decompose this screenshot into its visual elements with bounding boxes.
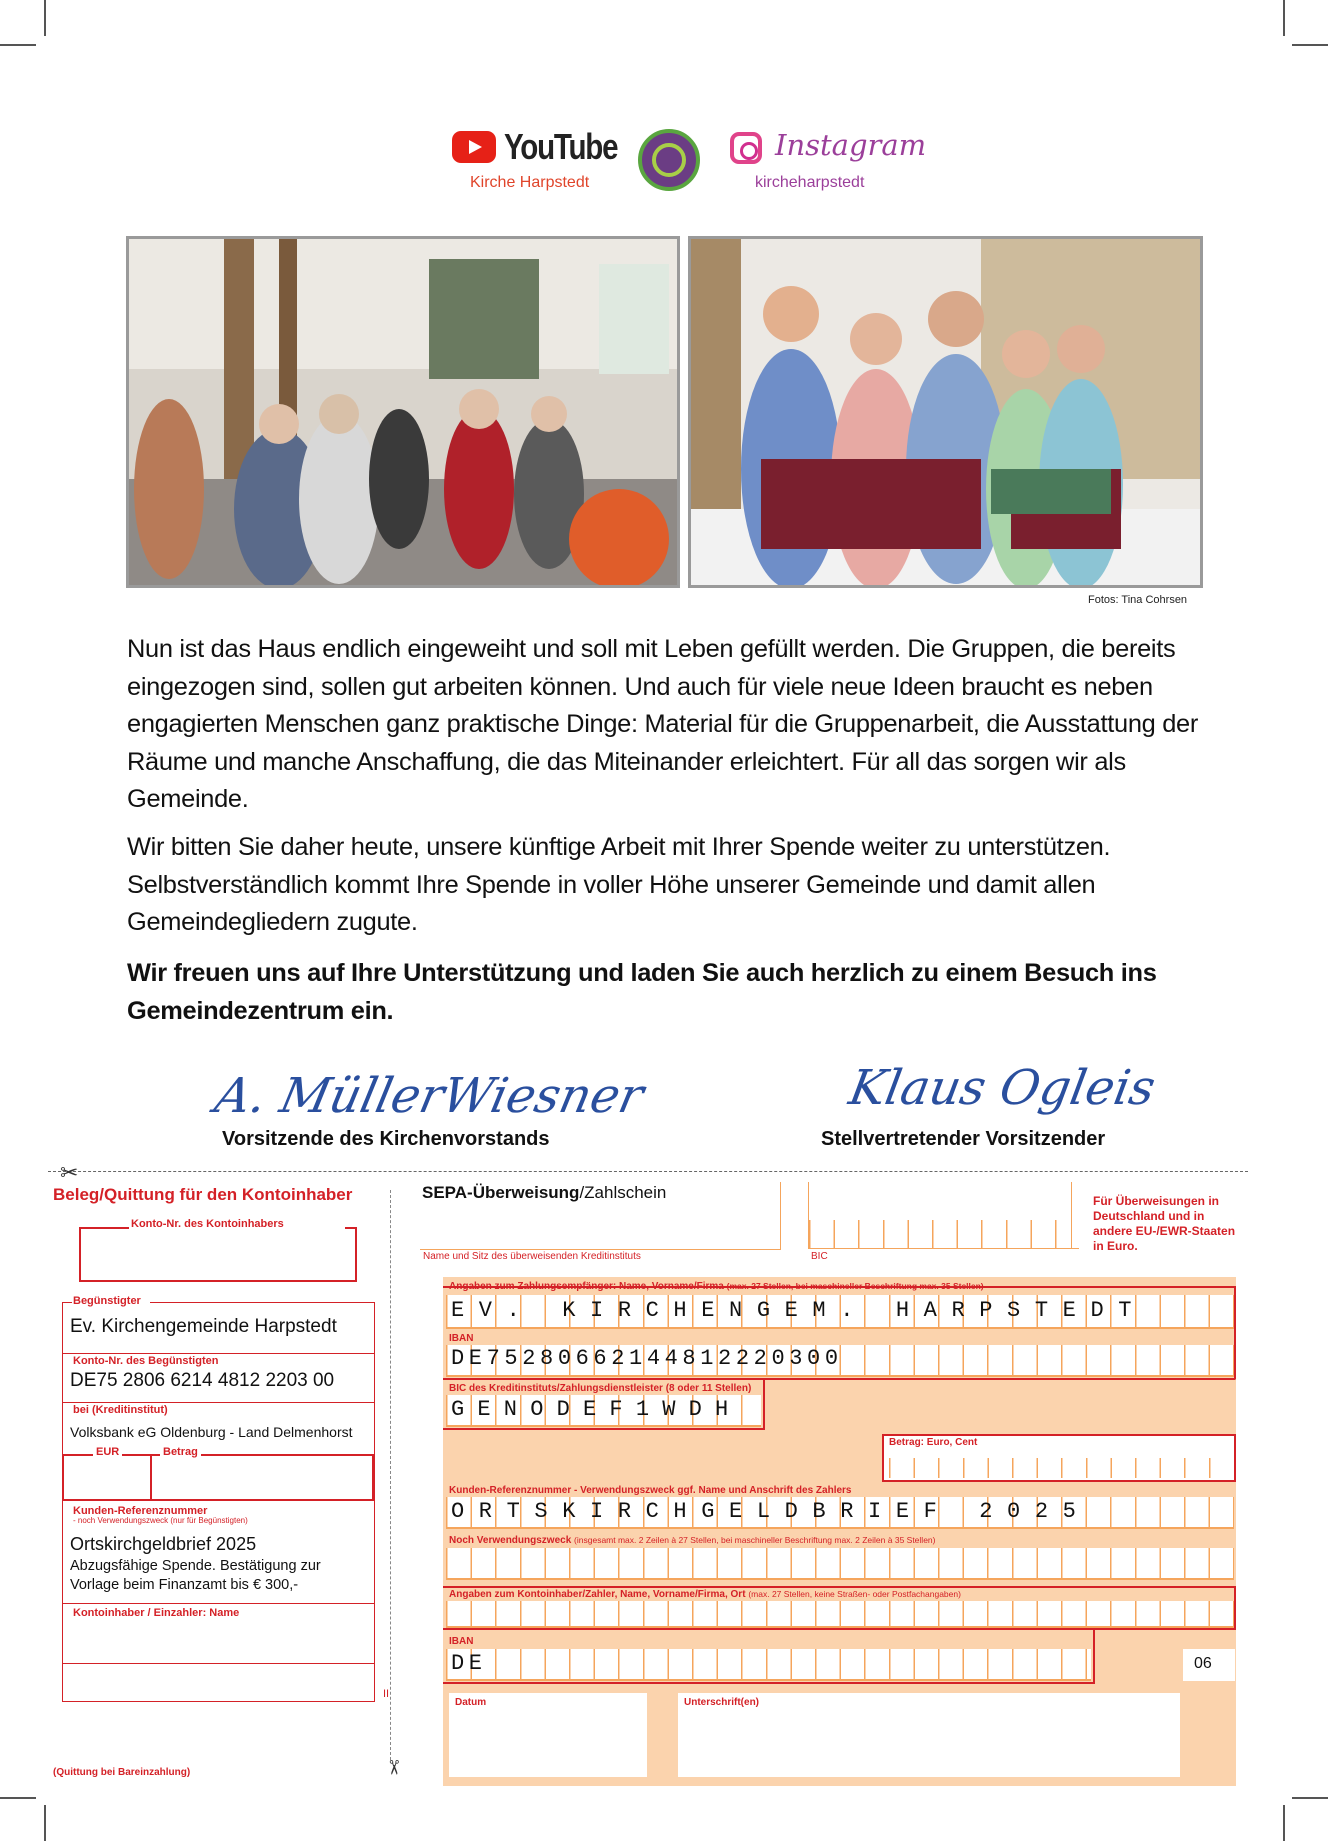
recipient-value: EV. KIRCHENGEM. HARPSTEDT	[451, 1298, 1147, 1323]
bic-label: BIC	[811, 1251, 828, 1262]
iban-value: DE75280662144812220300	[451, 1346, 843, 1371]
signature-label: Unterschrift(en)	[684, 1697, 760, 1708]
beneficiary-account-value: DE75 2806 6214 4812 2203 00	[70, 1370, 335, 1391]
beneficiary-account-label: Konto-Nr. des Begünstigten	[73, 1355, 219, 1367]
receipt-note: Abzugsfähige Spende. Bestätigung zur Vorlage beim Finanzamt bis € 300,-	[70, 1558, 321, 1593]
payer-label-main: Angaben zum Kontoinhaber/Zahler, Name, Vorname/Firma, Ort	[449, 1589, 746, 1600]
crop-mark	[1283, 0, 1285, 36]
divider	[1071, 1182, 1072, 1248]
scissors-icon: ✂	[60, 1160, 79, 1185]
divider	[808, 1182, 809, 1248]
payer-label	[449, 1589, 961, 1600]
crop-mark	[1283, 1805, 1285, 1841]
instagram-wordmark[interactable]: Instagram	[775, 128, 927, 162]
crop-mark	[44, 1805, 46, 1841]
cut-line	[48, 1171, 1248, 1172]
reference-label: Kunden-Referenznummer - Verwendungszweck ggf. Name und Anschrift des Zahlers	[449, 1485, 852, 1496]
photo-gathering	[126, 236, 680, 588]
crop-mark	[0, 44, 36, 46]
youtube-wordmark[interactable]: YouTube	[504, 126, 618, 167]
beneficiary-value: Ev. Kirchengemeinde Harpstedt	[70, 1316, 337, 1337]
account-holder-no-field[interactable]	[79, 1227, 357, 1282]
bic-field[interactable]	[808, 1220, 1079, 1249]
payer-iban-value: DE	[451, 1651, 487, 1676]
amount-ticks	[889, 1458, 1229, 1478]
signature-right: Klaus Ogleis	[845, 1060, 1160, 1116]
divider	[150, 1454, 152, 1501]
amount-label: Betrag	[160, 1446, 201, 1458]
iban-label: IBAN	[449, 1333, 474, 1344]
photo-team	[688, 236, 1203, 588]
receipt-title: Beleg/Quittung für den Kontoinhaber	[53, 1185, 353, 1204]
beneficiary-label: Begünstigter	[73, 1295, 141, 1307]
bank-name-label: Name und Sitz des überweisenden Kreditinstituts	[423, 1251, 641, 1262]
amount-label: Betrag: Euro, Cent	[889, 1437, 978, 1448]
bic-value: GENODEF1WDH	[451, 1397, 742, 1422]
eu-note: Für Überweisungen in Deutschland und in andere EU-/EWR-Staaten in Euro.	[1093, 1194, 1236, 1253]
paragraph-1: Nun ist das Haus endlich eingeweiht und soll mit Leben gefüllt werden. Die Gruppen, die bereits eingezogen sind, sollen gut arbeiten können. Und auch für viele neue Ideen braucht es neben engagierten Menschen ganz praktische Dinge: Material für die Gruppenarbeit, die Ausstattung der Räume und manche Anschaffung, die das Miteinander erleichtert. Für all das sorgen wir als Gemeinde.	[127, 635, 1199, 813]
reference-label: Kunden-Referenznummer	[73, 1505, 208, 1517]
reference-sublabel: - noch Verwendungszweck (nur für Begünstigten)	[73, 1516, 248, 1525]
form-code: 06	[1194, 1655, 1212, 1672]
crop-mark	[44, 0, 46, 36]
receipt-frame-top	[150, 1302, 375, 1303]
sepa-title-bold: SEPA-Überweisung	[422, 1183, 580, 1202]
crop-mark	[1292, 44, 1328, 46]
payer-iban-frame	[443, 1628, 1095, 1684]
payer-iban-label: IBAN	[449, 1636, 474, 1647]
divider	[62, 1603, 375, 1604]
marker: II	[383, 1688, 390, 1700]
receipt-footer: (Quittung bei Bareinzahlung)	[53, 1767, 191, 1778]
amount-field[interactable]	[62, 1454, 374, 1501]
recipient-sublabel: (max. 27 Stellen, bei maschineller Beschriftung max. 35 Stellen)	[726, 1281, 984, 1291]
divider	[62, 1353, 375, 1354]
date-label: Datum	[455, 1697, 487, 1708]
instagram-icon[interactable]	[730, 132, 762, 164]
purpose-sublabel: (insgesamt max. 2 Zeilen à 27 Stellen, bei maschineller Beschriftung max. 2 Zeilen à 35 Stellen)	[574, 1535, 936, 1545]
youtube-icon[interactable]	[452, 131, 496, 163]
signature-right-title: Stellvertretender Vorsitzender	[821, 1128, 1106, 1150]
reference-value: ORTSKIRCHGELDBRIEF 2025	[451, 1499, 1091, 1524]
crop-mark	[1292, 1797, 1328, 1799]
eur-label: EUR	[93, 1446, 122, 1458]
crop-mark	[0, 1797, 36, 1799]
bic-full-label: BIC des Kreditinstituts/Zahlungsdienstleister (8 oder 11 Stellen)	[449, 1383, 752, 1394]
payer-field[interactable]	[446, 1601, 1234, 1628]
recipient-label-main: Angaben zum Zahlungsempfänger: Name, Vorname/Firma	[449, 1281, 724, 1292]
youtube-channel[interactable]: Kirche Harpstedt	[470, 174, 590, 191]
reference-value: Ortskirchgeldbrief 2025	[70, 1534, 257, 1554]
paragraph-3: Wir freuen uns auf Ihre Unterstützung und laden Sie auch herzlich zu einem Besuch ins Gemeindezentrum ein.	[127, 959, 1157, 1025]
purpose-label-main: Noch Verwendungszweck	[449, 1535, 572, 1546]
signature-left-title: Vorsitzende des Kirchenvorstands	[222, 1128, 550, 1150]
bank-label: bei (Kreditinstitut)	[73, 1404, 168, 1416]
purpose-field[interactable]	[446, 1548, 1234, 1580]
scissors-icon: ✂	[381, 1759, 404, 1776]
payer-sublabel: (max. 27 Stellen, keine Straßen- oder Postfachangaben)	[748, 1589, 961, 1599]
bank-name-field[interactable]	[420, 1182, 781, 1250]
divider	[62, 1402, 375, 1403]
paragraph-2: Wir bitten Sie daher heute, unsere künftige Arbeit mit Ihrer Spende weiter zu unterstützen. Selbstverständlich kommt Ihre Spende in voller Höhe unserer Gemeinde und damit allen Gemeindegliedern zugute.	[127, 833, 1111, 936]
account-holder-no-label: Konto-Nr. des Kontoinhabers	[131, 1218, 284, 1230]
photo-credit: Fotos: Tina Cohrsen	[1088, 594, 1188, 606]
payer-label: Kontoinhaber / Einzahler: Name	[73, 1607, 240, 1619]
signature-left: A. MüllerWiesner	[210, 1068, 649, 1124]
sepa-title-rest: /Zahlschein	[579, 1183, 667, 1202]
vertical-cut-line	[390, 1190, 391, 1760]
receipt-frame-top	[62, 1302, 72, 1303]
purpose-label	[449, 1535, 935, 1546]
bank-value: Volksbank eG Oldenburg - Land Delmenhorst	[70, 1424, 353, 1440]
instagram-account[interactable]: kircheharpstedt	[755, 174, 865, 191]
church-emblem-logo	[638, 129, 700, 191]
divider	[62, 1663, 375, 1664]
